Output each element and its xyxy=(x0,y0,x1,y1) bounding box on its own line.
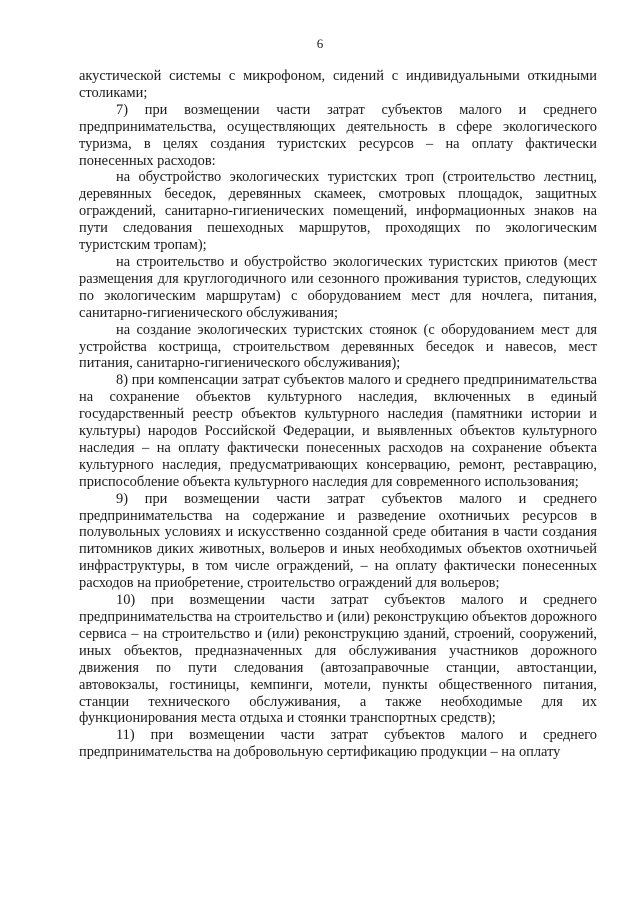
paragraph-eco-camps: на создание экологических туристских стоянок (с оборудованием мест для устройства кострища, строительством деревянных беседок и навесов, мест питания, санитарно-гигиенического обслуживания); xyxy=(79,321,597,372)
paragraph-eco-trails: на обустройство экологических туристских троп (строительство лестниц, деревянных беседок, деревянных скамеек, смотровых площадок, защитных ограждений, санитарно-гигиенических помещений, информационных знаков на пути следования пешеходных маршрутов, проходящих по экологическим туристским тропам); xyxy=(79,169,597,254)
paragraph-item-10: 10) при возмещении части затрат субъектов малого и среднего предпринимательства на строительство и (или) реконструкцию объектов дорожного сервиса – на строительство и (или) реконструкцию зданий, строений, сооружений, иных объектов, предназначенных для обслуживания участников дорожного движения по пути следования (автозаправочные станции, автостанции, автовокзалы, гостиницы, кемпинги, мотели, пункты общественного питания, станции технического обслуживания, а также необходимые для их функционирования места отдыха и стоянки транспортных средств); xyxy=(79,592,597,727)
paragraph-item-11: 11) при возмещении части затрат субъектов малого и среднего предпринимательства на добровольную сертификацию продукции – на оплату xyxy=(79,727,597,761)
paragraph-item-9: 9) при возмещении части затрат субъектов малого и среднего предпринимательства на содержание и разведение охотничьих ресурсов в полувольных условиях и искусственно созданной среде обитания в части создания питомников диких животных, вольеров и иных необходимых объектов охотничьей инфраструктуры, в том числе ограждений, – на оплату фактически понесенных расходов на приобретение, строительство ограждений для вольеров; xyxy=(79,490,597,592)
paragraph-eco-shelters: на строительство и обустройство экологических туристских приютов (мест размещения для круглогодичного или сезонного проживания туристов, следующих по экологическим маршрутам) с оборудованием мест для ночлега, питания, санитарно-гигиенического обслуживания; xyxy=(79,253,597,321)
paragraph-continuation: акустической системы с микрофоном, сидений с индивидуальными откидными столиками; xyxy=(79,68,597,101)
paragraph-item-8: 8) при компенсации затрат субъектов малого и среднего предпринимательства на сохранение объектов культурного наследия, включенных в единый государственный реестр объектов культурного наследия (памятники истории и культуры) народов Российской Федерации, и выявленных объектов культурного наследия – на оплату фактически понесенных расходов на сохранение объекта культурного наследия, предусматривающих консервацию, ремонт, реставрацию, приспособление объекта культурного наследия для современного использования; xyxy=(79,372,597,490)
paragraph-item-7: 7) при возмещении части затрат субъектов малого и среднего предпринимательства, осуществляющих деятельность в сфере экологического туризма, в целях создания туристских ресурсов – на оплату фактически понесенных расходов: xyxy=(79,101,597,169)
document-body xyxy=(79,68,597,761)
page-number: 6 xyxy=(316,36,324,51)
